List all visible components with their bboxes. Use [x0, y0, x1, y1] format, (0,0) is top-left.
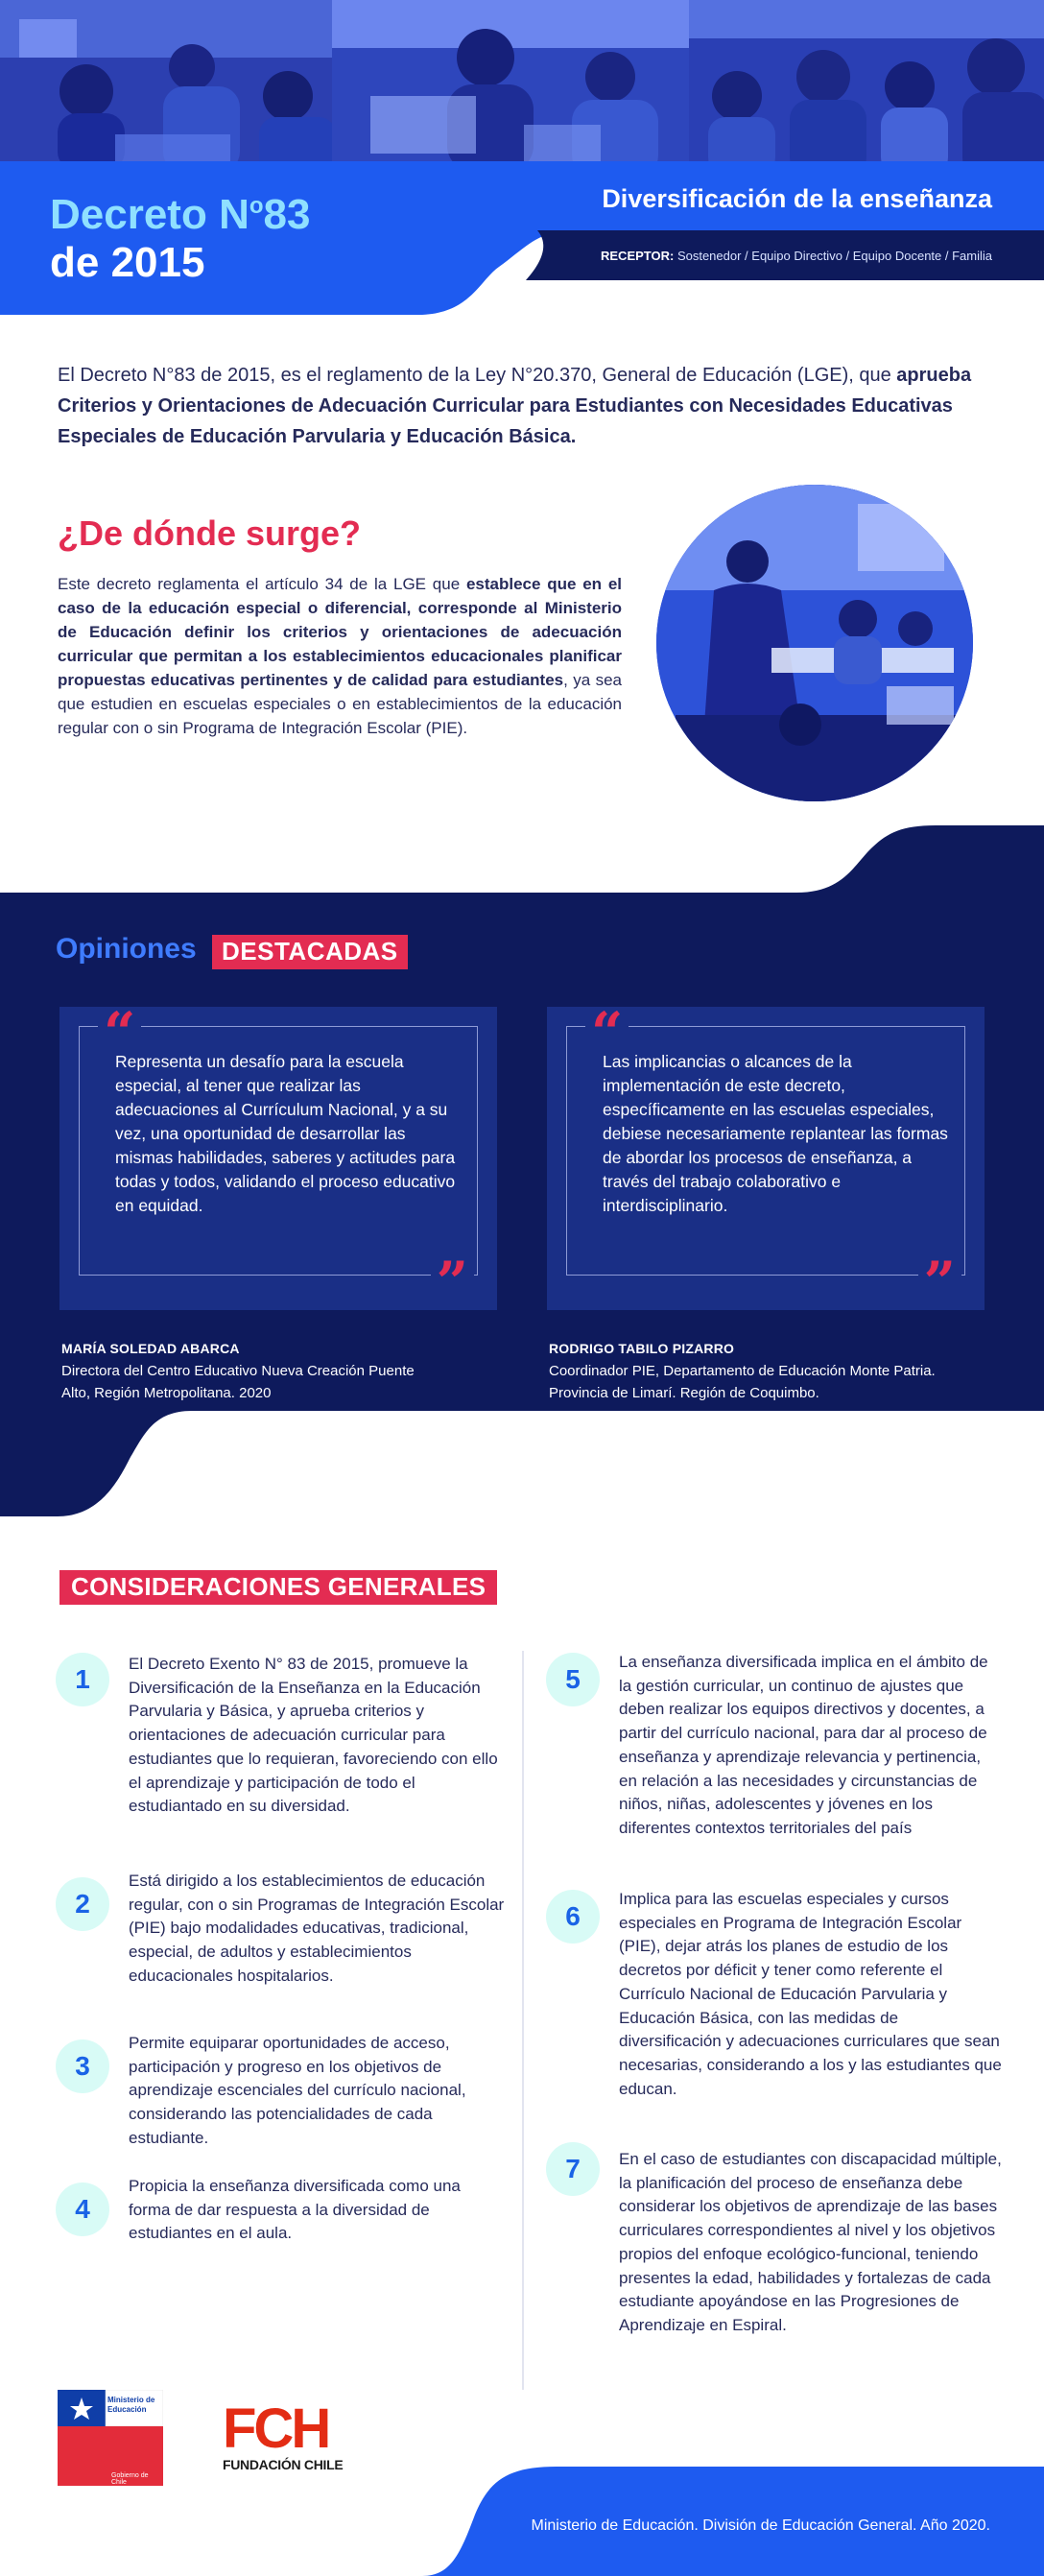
- hero-photo-1: [0, 0, 332, 165]
- page-title: Decreto $N^o83$ de 2015: [50, 191, 311, 286]
- item-text: Está dirigido a los establecimientos de educación regular, con o sin Programas de Integración Escolar (PIE) bajo modalidades educativas, tradicional, especial, de adultos y establecimientos educacionales hospitalarios.: [129, 1872, 505, 1985]
- hero-photo-3: [689, 0, 1044, 165]
- opinions-tag: DESTACADAS: [212, 935, 408, 969]
- close-quote-icon: ”: [431, 1258, 474, 1293]
- open-quote-icon: “: [98, 1009, 141, 1045]
- item-text: En el caso de estudiantes con discapacidad múltiple, la planificación del proceso de enseñanza debe considerar los objetivos de aprendizaje de las bases curriculares correspondientes al nivel y los objetivos propios del enfoque ecológico-funcional, teniendo presentes la edad, habilidades y fortalezas de cada estudiante apoyándose en las Progresiones de Aprendizaje en Espiral.: [619, 2150, 1002, 2334]
- quote-text: Las implicancias o alcances de la implementación de este decreto, específicamente en las escuelas especiales, debiese necesariamente replantear las formas de abordar los procesos de enseñanza, a través del trabajo colaborativo e interdisciplinario.: [603, 1052, 948, 1215]
- considerations-heading: CONSIDERACIONES GENERALES: [59, 1570, 497, 1605]
- close-quote-icon: ”: [918, 1258, 961, 1293]
- item-number: 7: [546, 2142, 600, 2196]
- receptor-line: RECEPTOR: Sostenedor / Equipo Directivo / Equipo Docente / Familia: [601, 249, 992, 263]
- item-text: Permite equiparar oportunidades de acceso, participación y progreso en los objetivos de aprendizaje escenciales del currículo nacional, considerando las potencialidades de cada estudiante.: [129, 2034, 466, 2147]
- item-number: 3: [56, 2039, 109, 2093]
- fundacion-chile-logo: FCH FUNDACIÓN CHILE: [223, 2397, 344, 2472]
- item-text: Propicia la enseñanza diversificada como una forma de dar respuesta a la diversidad de estudiantes en el aula.: [129, 2177, 461, 2243]
- item-text: El Decreto Exento N° 83 de 2015, promueve la Diversificación de la Enseñanza en la Educación Parvularia y Básica, y aprueba criterios y orientaciones de adecuación curricular para estudiantes que lo requieran, favoreciendo con ello el aprendizaje y participación de todo el estudiantado en su diversidad.: [129, 1655, 498, 1816]
- open-quote-icon: “: [585, 1009, 629, 1045]
- hero-photo-strip: [0, 0, 1044, 165]
- author-name: MARÍA SOLEDAD ABARCA: [61, 1341, 240, 1356]
- item-text: Implica para las escuelas especiales y cursos especiales en Programa de Integración Escolar (PIE), dejar atrás los planes de estudio de los decretos por déficit y tener como referente el Currículo Nacional de Educación Parvularia y Educación Básica, con las medidas de diversificación y adecuaciones curriculares que sean necesarias, considerando a los y las estudiantes que educan.: [619, 1890, 1002, 2098]
- author-name: RODRIGO TABILO PIZARRO: [549, 1341, 735, 1356]
- opinions-heading: Opiniones: [56, 933, 197, 965]
- hero-photo-2: [332, 0, 689, 165]
- quote-card-1: [59, 1007, 497, 1310]
- origin-heading: ¿De dónde surge?: [58, 513, 362, 553]
- quote-card-2: [547, 1007, 985, 1310]
- classroom-photo: [656, 485, 973, 801]
- item-number: 4: [56, 2182, 109, 2236]
- item-number: 6: [546, 1890, 600, 1944]
- quote-text: Representa un desafío para la escuela especial, al tener que realizar las adecuaciones al Currículum Nacional, y a su vez, una oportunidad de desarrollar las mismas habilidades, saberes y actitudes para todas y todos, validando el proceso educativo en equidad.: [115, 1052, 456, 1215]
- item-number: 2: [56, 1877, 109, 1931]
- item-text: La enseñanza diversificada implica en el ámbito de la gestión curricular, un continuo de ajustes que deben realizar los equipos directivos y docentes, a partir del currículo nacional, para dar al proceso de enseñanza y aprendizaje relevancia y pertinencia, en relación a las necesidades y circunstancias de niños, niñas, adolescentes y jóvenes en los diferentes contextos territoriales del país: [619, 1653, 988, 1837]
- quote-author-2: [549, 1338, 1019, 1404]
- origin-paragraph: Este decreto reglamenta el artículo 34 de la LGE que establece que en el caso de la educación especial o diferencial, corresponde al Ministerio de Educación definir los criterios y orientaciones de adecuación curricular que permitan a los establecimientos educacionales planificar propuestas educativas pertinentes y de calidad para estudiantes, ya sea que estudien en escuelas especiales o en establecimientos de la educación regular con o sin Programa de Integración Escolar (PIE).: [58, 575, 622, 737]
- item-number: 5: [546, 1653, 600, 1706]
- author-role: Coordinador PIE, Departamento de Educación Monte Patria. Provincia de Limarí. Región de Coquimbo.: [549, 1363, 936, 1401]
- column-divider: [522, 1651, 524, 2390]
- page-subtitle: Diversificación de la enseñanza: [602, 184, 992, 213]
- footer-credit: Ministerio de Educación. División de Educación General. Año 2020.: [531, 2517, 990, 2534]
- quote-author-1: [61, 1338, 532, 1404]
- intro-paragraph: El Decreto N°83 de 2015, es el reglamento de la Ley N°20.370, General de Educación (LGE), que aprueba Criterios y Orientaciones de Adecuación Curricular para Estudiantes con Necesidades Educativas Especiales de Educación Parvularia y Educación Básica.: [58, 365, 972, 447]
- ministry-logo: Ministerio de Educación Gobierno de Chile: [58, 2390, 163, 2486]
- author-role: Directora del Centro Educativo Nueva Creación Puente Alto, Región Metropolitana. 2020: [61, 1363, 415, 1401]
- item-number: 1: [56, 1653, 109, 1706]
